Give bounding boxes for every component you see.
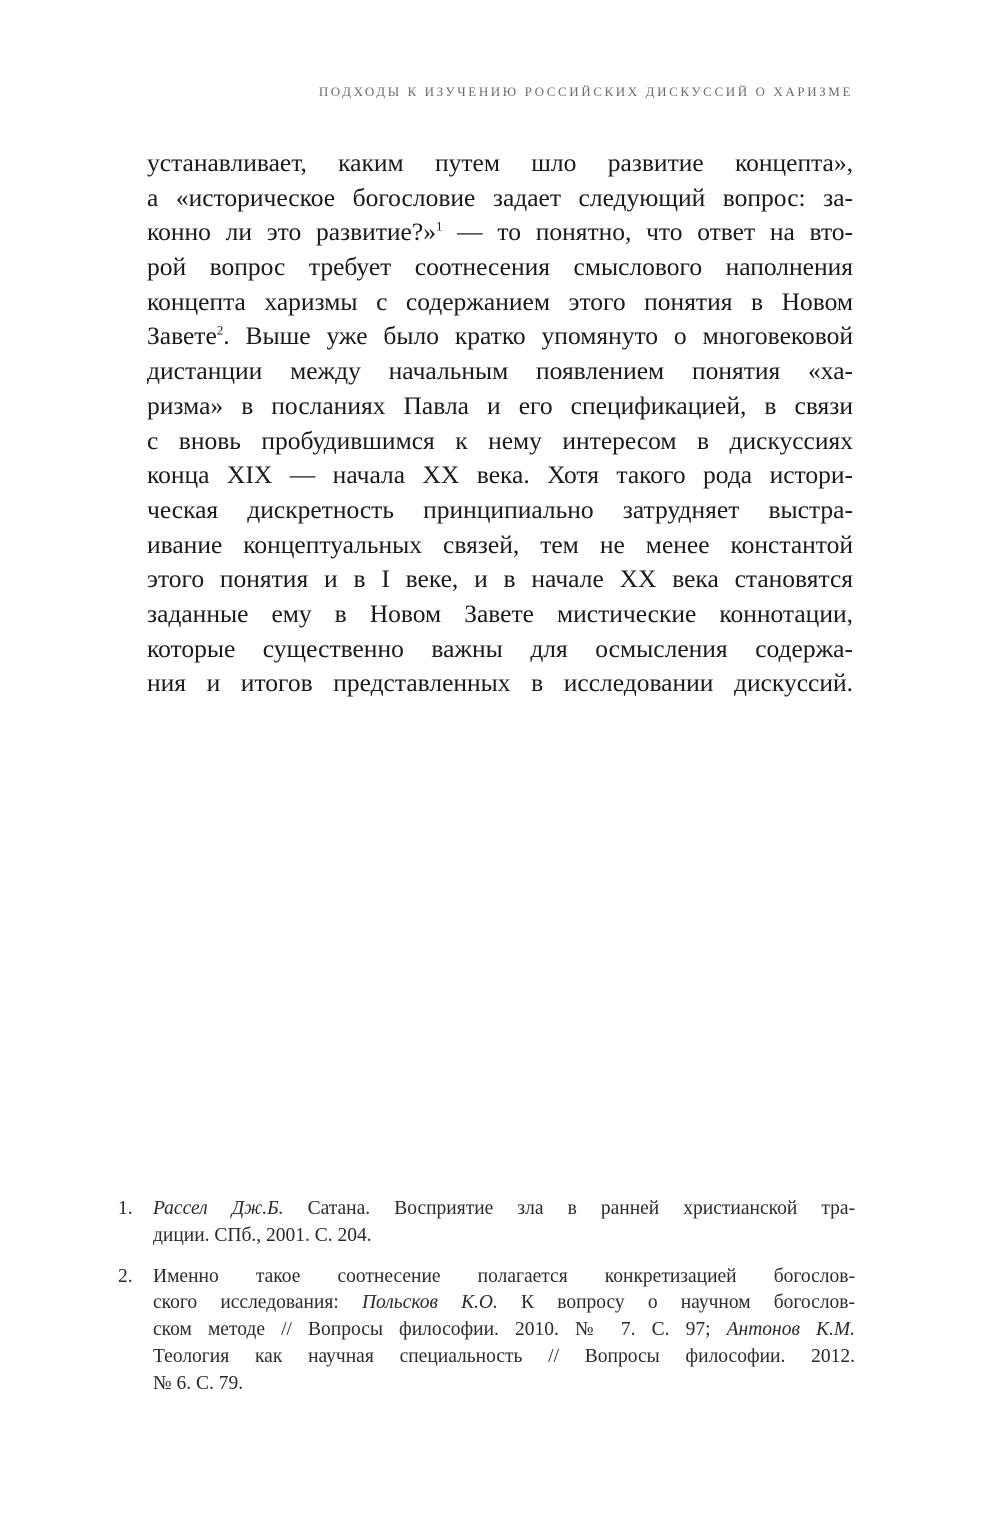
main-text bbox=[147, 146, 853, 701]
text-fragment: — то понятно, что ответ на вто- bbox=[442, 217, 853, 247]
text-fragment: конно ли это развитие?» bbox=[147, 217, 436, 247]
footnote-number: 1. bbox=[118, 1198, 133, 1219]
footnotes bbox=[118, 1196, 855, 1412]
footnote-author: Польсков К.О. bbox=[361, 1292, 498, 1314]
text-line: рой вопрос требует соотнесения смыслового наполнения bbox=[147, 252, 853, 282]
footnote-ref-2[interactable]: 2 bbox=[216, 322, 224, 338]
text-line: этого понятия и в I веке, и в начале XX века становятся bbox=[147, 564, 853, 594]
text-line: конца XIX — начала XX века. Хотя такого рода истори- bbox=[147, 460, 853, 490]
text-line: заданные ему в Новом Завете мистические коннотации, bbox=[147, 598, 853, 628]
footnote-author: Антонов К.М. bbox=[726, 1319, 855, 1341]
text-line: а «историческое богословие задает следующий вопрос: за- bbox=[147, 182, 853, 212]
footnote-1 bbox=[118, 1196, 855, 1250]
footnote-ref-1[interactable]: 1 bbox=[435, 218, 443, 234]
footnote-line: диции. СПб., 2001. С. 204. bbox=[153, 1224, 372, 1246]
footnote-2 bbox=[118, 1264, 855, 1398]
footnote-line bbox=[153, 1317, 855, 1344]
text-fragment: ского исследования: bbox=[153, 1292, 362, 1314]
text-line: ческая дискретность принципиально затрудняет выстра- bbox=[147, 494, 853, 524]
footnote-line: Именно такое соотнесение полагается конкретизацией богослов- bbox=[153, 1265, 855, 1287]
text-line: которые существенно важны для осмысления содержа- bbox=[147, 633, 853, 663]
text-fragment: Сатана. Восприятие зла в ранней христианской тра- bbox=[283, 1198, 855, 1219]
text-line bbox=[147, 215, 853, 250]
text-line: устанавливает, каким путем шло развитие концепта», bbox=[147, 148, 853, 177]
footnote-line: Теология как научная специальность // Вопросы философии. 2012. bbox=[153, 1345, 855, 1367]
text-fragment: К вопросу о научном богослов- bbox=[497, 1292, 856, 1314]
footnote-line: № 6. С. 79. bbox=[153, 1372, 244, 1394]
footnote-author: Рассел Дж.Б. bbox=[153, 1198, 284, 1219]
text-line: ивание концептуальных связей, тем не менее константой bbox=[147, 529, 853, 559]
text-line: ризма» в посланиях Павла и его спецификацией, в связи bbox=[147, 390, 853, 420]
running-head: ПОДХОДЫ К ИЗУЧЕНИЮ РОССИЙСКИХ ДИСКУССИЙ О ХАРИЗМЕ bbox=[318, 84, 853, 99]
footnote-number: 2. bbox=[118, 1265, 133, 1287]
text-line bbox=[147, 319, 853, 354]
text-fragment: Завете bbox=[147, 321, 217, 351]
footnote-line bbox=[153, 1196, 855, 1223]
text-line: с вновь пробудившимся к нему интересом в дискуссиях bbox=[147, 425, 853, 455]
footnote-line bbox=[153, 1290, 855, 1317]
text-fragment: . Выше уже было кратко упомянуто о многовековой bbox=[223, 321, 853, 351]
text-fragment: ском методе // Вопросы философии. 2010. № 7. С. 97; bbox=[153, 1319, 727, 1341]
text-line: ния и итогов представленных в исследовании дискуссий. bbox=[147, 668, 853, 698]
text-line: концепта харизмы с содержанием этого понятия в Новом bbox=[147, 286, 853, 316]
text-line: дистанции между начальным появлением понятия «ха- bbox=[147, 356, 853, 386]
